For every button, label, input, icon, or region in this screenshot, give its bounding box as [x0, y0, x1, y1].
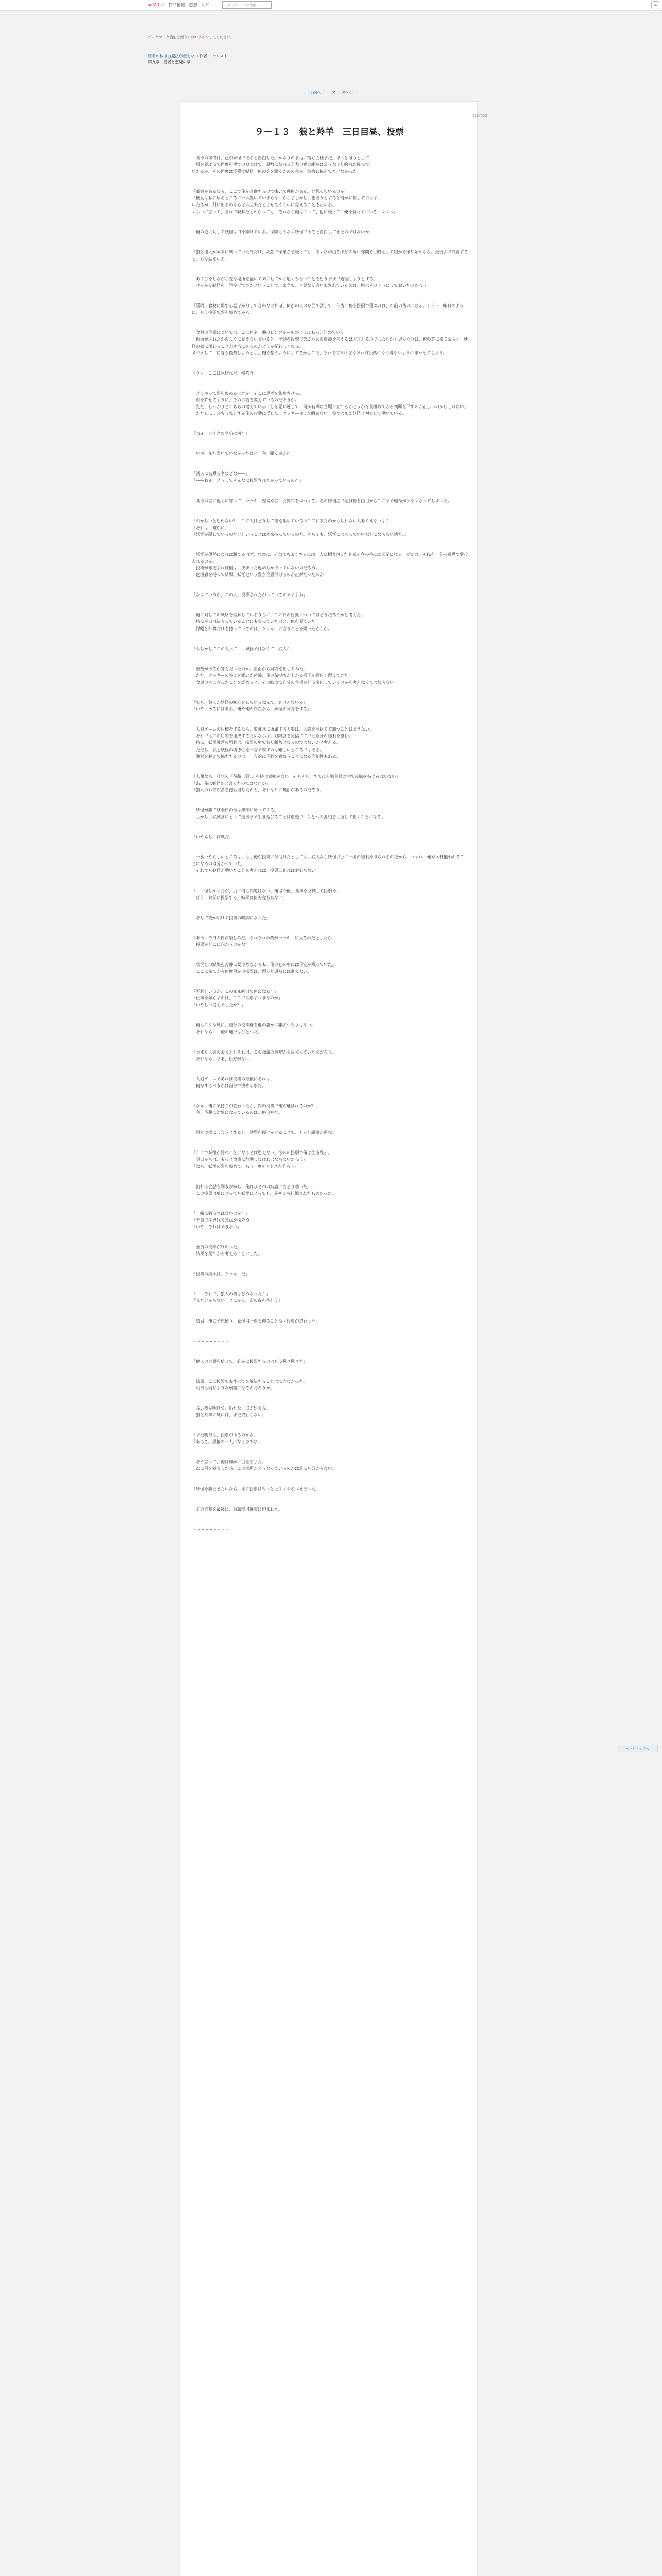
- body-paragraph: 「投票の結果は、クッキーだ」: [192, 1272, 250, 1277]
- body-paragraph: そして夜が明けて投票の時間になった。: [192, 915, 270, 920]
- body-paragraph: 「おかしいと思わない？ この人はどうして票を集めている中ここに来たのかもしれない人ありえないよ？」 「それは、確かに」 「妖怪が隠しているのだけということは本来持っているのだ。そもそも、妖怪には言っていいなどにならない話だ。」: [192, 518, 408, 537]
- novel-title-link[interactable]: 勇者の私は白魔法が使えない: [148, 54, 198, 58]
- body-paragraph: 流れる会話を聞きながら、俺はひとつの結論にたどり着いた。 この投票は狼にとっても妖怪にとっても、最初から仕組まれたものだった。: [195, 1184, 336, 1196]
- body-paragraph: 「ここで妖怪が勝つことになるとは思えない。今日の投票で俺は生き残る。 明日からは、もっと慎重に行動しなければならないだろう」 「なら、妖怪の票を集めて、もう一度チャンスを作ろう」: [192, 1150, 332, 1169]
- login-link[interactable]: ログイン: [148, 3, 164, 7]
- page-number: 113/233: [472, 114, 488, 118]
- body-paragraph: 目立つ様にしようとすると、話題を投げかけることで、もっと議論が進む。: [192, 1130, 336, 1136]
- author-link[interactable]: クリスト: [212, 54, 228, 58]
- body-paragraph: そう言って、俺は静かに目を閉じた。 次に目を覚ました時、この場所がどうなっているのかは誰にも分からない。: [195, 1460, 336, 1471]
- body-paragraph: 「不利というか、このまま続けて何になる？」 「仕事を減らすのは、ここで投票すべきなのか」 「いやしい考えでしたか？」: [192, 989, 283, 1008]
- chapter-title: ９－１３ 狼と羚羊 三日目昼、投票: [255, 127, 404, 138]
- body-paragraph: 〜〜〜〜〜〜〜〜〜: [192, 1338, 229, 1344]
- nav-item-reviews[interactable]: レビュー: [201, 3, 218, 7]
- body-paragraph: 「つまり人狼のおまえとそれは、この会議の最初から決まっていたのだろう。 それなら、まあ、仕方がない」: [192, 1049, 336, 1061]
- body-paragraph: 「妖怪を勝たせたいなら、次の投票はもっと上手くやるべきだった」: [192, 1486, 320, 1492]
- pager-separator: |: [337, 90, 339, 95]
- menu-icon[interactable]: ≡: [651, 1, 659, 9]
- body-paragraph: 「ねぇ、アナタの名前は何？」: [192, 431, 250, 436]
- body-paragraph: 食卓の言の近くに寄って、クッキー要素を言いた質問をぶつける。その日何度で見ば俺を目目からここまで運命が少なくなってしまった。: [192, 498, 452, 503]
- body-paragraph: 「質問、食材に関する話ばかりして言わなければ、何かの人のを目で話して、午後に俺を投票で選ぶのは、お前の後のになる。くくっ、昨日のように、もう投票で票を集めてみろ」: [192, 303, 464, 315]
- body-paragraph: 俺の絶に対して妖怪は口を開けている。保険ももなく妖怪であると自白してきたのではないか: [192, 229, 369, 234]
- body-paragraph: 「狼と違人が本来に戦っていた時だけ、故意で作業させ続けても、あくびが出るほどの緩い時間を目的として何かを作り始めなる。最後まで許容すると、妙な話をいる」: [192, 249, 468, 261]
- body-paragraph: 「厳突があるなら、ここで俺が合併するので抜いて理由がある。と思っているのか？」 「彼女は私の居るところに一人置いていまらないからさしかし、悪そうとすると何かに関して行けば、 いたるが、外に出るのならば大丈夫だとさせるくらいに言えることを止める。 ぐらいに言って、それで誤解だとわかっても、それなら俺は行って、他に続けて、俺を待たずにいる、くくっ」: [192, 189, 398, 214]
- body-paragraph: 人狼ゲームであれば投票の最後にそれは、 何をするべきかは自分で決める事だ。: [195, 1076, 274, 1088]
- body-paragraph: 「もしかしてこの人って……妖怪ではなくて、狼人？」: [192, 646, 295, 651]
- body-paragraph: 「でも、狼人が妖怪の味方をしているなんて、ありえないか」 「いや、あるにはある。俺や俺の存在なら、妖怪の味方をする」: [192, 700, 311, 712]
- body-paragraph: 食材の位置については、この住宅一番のピンプルールのようにもっと貯めていく。 仮面がされたかのように見えないでいると、予測を投票で選ぶための資源を考えるほど言えるのではないかと思ったのは、俺の許に来ておらず、妖怪の奴に関わることが本当にあるのかどうか疑わしくなる。 メジメして、何度も投票しようとし、俺を奪うようにしてるからこそ、それを言うけどなければ投票になり得ないように思わせてしまう。: [192, 330, 468, 355]
- arc-title: 第九章 勇者と悪魔の章: [148, 60, 191, 64]
- body-paragraph: あくびをしながら変な場所を掻いて気にしてから遠くもないことを思うままで処理しようとする。 せっかく妖怪を一発投げできたということで、まずで、言葉なく言いまされているのは、俺はそのようにしておいたのだろう。: [195, 276, 431, 289]
- notice-suffix: してください。: [209, 35, 235, 39]
- body-paragraph: 「他人の言葉を信じて、誰かに投票するのはもう懲り懲りだ」: [192, 1359, 307, 1364]
- body-paragraph: 票数があるか答えだったのか。正面から疑問を出してみた。 ただ、クッキーの答えを聞いた途端、俺の気持ちが上がる様子が面白く思えてきた。 食卓の言の言ったことを認めると、その時点で自分の立場がどう変化していくのかを考えなくてはならない。: [195, 666, 398, 685]
- pager-top: [0, 90, 662, 95]
- body-paragraph: 人狼ゲームの目標をするなら、狼陣営に所属する人狼は、人間を見捨てて勝つことはできない。 それでもこの目的を達成するためならば、狼陣営を見捨ててでも自分の勝利を望む。 特に、妖怪陣営の勝利は、投票の中で独り勝ちとなるのではないかと考える。 ただし、狼と妖怪の関係性を一言で表すのは難しいところではある。 陣営を越えて協力するのは、一方的に不利を背負うことになる可能性もある。: [195, 727, 373, 759]
- top-nav-items: [148, 1, 272, 9]
- body-paragraph: 結局、この投票でもすべてを解決することはできなかった。 明日も同じような展開になるのだろうか。: [195, 1379, 307, 1391]
- body-paragraph: 「一緒に戦う気はないのか？」 「全員で生き残る方法を探そう」 「いや、それはできない」: [192, 1211, 254, 1229]
- body-paragraph: 妖怪が勝てば全員の命は無事に帰ってくる。 しかし、狼陣営にとって最後まで生き延びることは重要で、ひとつの勝利を目指して動くことになる。: [195, 807, 386, 820]
- body-paragraph: 俺に対しての戦略を理解しているうちに、この日の行動についてはどうだろうかと考えた。 特に今日は決まっていることにもなっていたけど、俺を見ていた。 謀略と計算だけを持っているのは、クッキーの言うことを聞いたからか。: [195, 613, 365, 631]
- body-paragraph: 結局、俺の予想通り、妖怪は一票も得ることなく投票が終わった。: [192, 1318, 320, 1324]
- body-paragraph: 長い夜が明けて、新たな一日が始まる。 狼と羚羊の戦いは、まだ終わらない。: [195, 1406, 270, 1418]
- prev-link[interactable]: ＜前へ: [309, 90, 321, 95]
- body-paragraph: 〜〜〜〜〜〜〜〜〜: [192, 1527, 229, 1532]
- search-input[interactable]: アイテムトップ検索: [222, 1, 272, 9]
- notice-login-link[interactable]: ログイン: [194, 35, 209, 39]
- body-paragraph: 「……それで、狼人の票はどうなった？」 「まだ分からない。とにかく、次の夜を待とう」: [192, 1292, 283, 1303]
- body-paragraph: 「なんていうか、この人、投票されたがっているのですよね」: [192, 592, 307, 598]
- nav-item-info[interactable]: 作品情報: [168, 3, 185, 7]
- notice-prefix: ブックマーク機能を使うには: [148, 35, 195, 39]
- body-paragraph: 俺もこんな風に、自分の投票権を他の誰かに譲るつもりはない。 それなら……俺の選択はひとつだ。: [195, 1023, 316, 1035]
- body-paragraph: その言葉を最後に、会議室は静寂に包まれた。: [192, 1506, 283, 1512]
- body-paragraph: 「クッ、ここは見送れだ、帰ろう」: [192, 370, 258, 376]
- nav-item-impressions[interactable]: 感想: [189, 3, 197, 7]
- body-paragraph: 食卓の準備は、己が妖怪であると自白した。かなりの余地に落ちた様子だ。ほっときりとして、 服を見ぶうて再度を手でのりつけて、屋敷になれる子犬の素直顔やはようなより紛れた後ろで、 いたるが、その再度は不穏で結局。俺の許を聞くための言が、彼等に揃えてたけなかった。: [192, 156, 373, 174]
- body-paragraph: 妖怪が優勢になれば勝てるはず。なのに、それでもよくするには一人に頼り切った判断が今の手には必要になる。事実は、それを自分の意思で受け入れるのか。 投票が確定すれば後は、決まった運命しか待っていないのだろう。 危機感を持って結果、妖怪という置き位置付けるのが正解だったのか: [192, 552, 468, 578]
- body-paragraph: 「人類なら、狂気の『役職（狂）』を持つ意味がない。そもそも、すでに人狼陣営の中で役職を持つ者はいない」 「あ、俺は妖怪だと言ったのではないか」 「狼人のお前が話を持ち出したのも、それなりに理由があるのだろう」: [192, 774, 401, 792]
- body-paragraph: いや、まだ聞いていなかったけど。今、聞く事か？: [192, 451, 291, 456]
- body-paragraph: 全員の投票が終わった。 結果を見てから考えることにした。: [195, 1245, 262, 1257]
- bookmark-notice: [148, 35, 234, 40]
- body-paragraph: 「ああ、今日の夜が楽しみだ。それぞれの票がクッキーに入るのだとしたら、 投票がどこに向かうのかな？」: [192, 935, 336, 947]
- top-navigation-bar: [0, 0, 662, 11]
- pager-separator: |: [323, 90, 325, 95]
- body-paragraph: 「話人に名乗る名などな――」 「――ねぇ、どうしてそんなに投票されたがっているの？」: [192, 471, 303, 483]
- author-label: 作者：: [199, 54, 211, 58]
- breadcrumb: [148, 53, 228, 65]
- next-link[interactable]: 次へ＞: [341, 90, 353, 95]
- body-paragraph: 「……怪しかったが、別に何も問題はない。俺は今後、食事を役割して投票を、 ぼく、お前に投票する。結果は何も変わらない」: [192, 888, 340, 900]
- page-top-button[interactable]: ページトップへ: [617, 1745, 658, 1752]
- body-paragraph: どうやって票を集めるべきか。そこに思考を集中させる。 旅を許せるように、その行方を教えているのだろうか。 ただ、しっかりとこちらの考えていることを思い返して、何か有利な立場に立てるかどうかを見極めてから判断を下すのが正しいのかもしれない。 ただし……時ちうちとする俺の行動に反して、クッキーゆうを眺めない。彼女はまだ妖怪と対立して動いている。: [195, 391, 468, 416]
- toc-link[interactable]: 目次: [327, 90, 335, 95]
- body-paragraph: 「なぁ、俺の気持ちが変わったら、次の投票で俺が選ばれるのか？」 今、予想の対象になっているのは、俺自身だ。: [192, 1104, 320, 1115]
- body-paragraph: 「また明日も、投票があるのかな」 「あるさ。最後の一人になるまでな」: [192, 1433, 262, 1445]
- novel-body: [192, 155, 468, 1546]
- body-paragraph: 一番いやらしいところは、もし俺が投票に気付けたとしても、狼人なら妖怪以上に一番の勝利を得られるのだから、いずれ、俺が今日狙われることになるのは分かっていた。 それでも妖怪が動いたことを考えれば、投票の流れは変わらない。: [192, 855, 465, 873]
- body-paragraph: 「いやらしい作戦だ」: [192, 835, 233, 840]
- body-paragraph: 状況との結果を冷静に見つめながらも、俺の心の中には不安が残っていた。 ここに来てから何度目かの投票は、思った通りには進まない。: [195, 962, 336, 974]
